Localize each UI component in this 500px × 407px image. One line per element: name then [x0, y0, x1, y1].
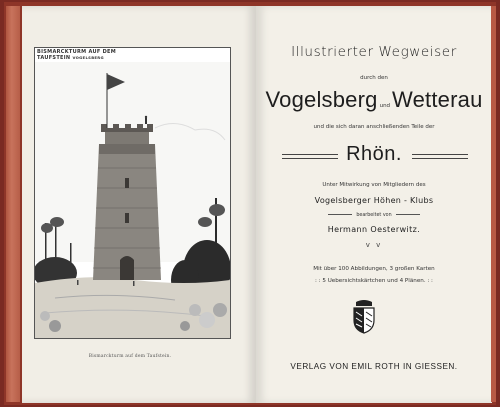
region-vogelsberg: Vogelsberg	[265, 87, 378, 112]
plate-title-line1: BISMARCKTURM AUF DEM	[37, 49, 117, 55]
contents-line1: Mit über 100 Abbildungen, 3 großen Karten	[313, 266, 435, 272]
plate-title-line2: TAUFSTEIN VOGELSBERG	[37, 55, 104, 61]
regions-line	[256, 87, 492, 113]
coat-of-arms-icon	[350, 300, 378, 334]
frontispiece-plate	[34, 47, 231, 339]
line-bearbeitet: bearbeitet von	[256, 213, 492, 218]
heading: Illustrierter Wegweiser	[291, 44, 457, 60]
right-page	[256, 6, 492, 403]
ornament: v v	[365, 241, 383, 249]
book-edge-left	[6, 6, 20, 402]
plate-caption: Bismarckturm auf dem Taufstein.	[88, 354, 172, 359]
line-teile: und die sich daran anschließenden Teile der	[313, 124, 435, 130]
rhon-rule-right	[412, 154, 468, 159]
rule-right	[396, 214, 420, 215]
region-rhon: Rhön.	[346, 143, 402, 165]
region-wetterau: Wetterau	[392, 87, 483, 112]
tower-illustration	[35, 48, 230, 338]
club-name: Vogelsberger Höhen - Klubs	[314, 196, 434, 205]
author: Hermann Oesterwitz.	[327, 225, 421, 234]
contents-line2: : : 5 Uebersichtskärtchen und 4 Plänen. : :	[315, 278, 433, 284]
publisher: VERLAG VON EMIL ROTH IN GIESSEN.	[290, 362, 458, 371]
line-durch: durch den	[360, 75, 388, 81]
connector-und: und	[379, 103, 391, 109]
book-edge-right	[491, 6, 496, 402]
rule-left	[328, 214, 352, 215]
line-mitwirkung: Unter Mitwirkung von Mitgliedern des	[322, 182, 426, 188]
